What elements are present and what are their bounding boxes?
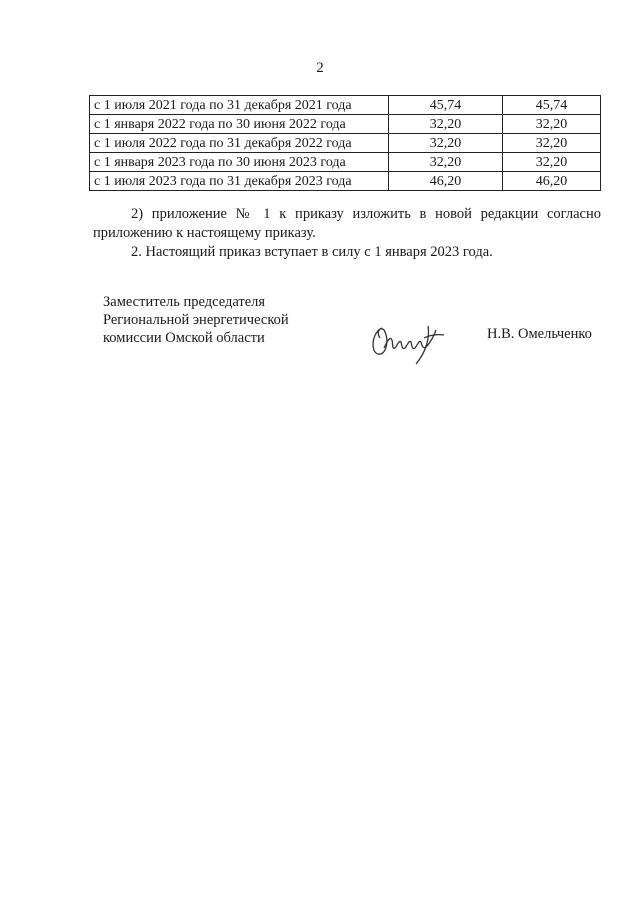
value-cell: 32,20 — [389, 153, 503, 172]
signature-icon — [368, 318, 448, 368]
value-cell: 32,20 — [389, 115, 503, 134]
paragraph-amendment: 2) приложение № 1 к приказу изложить в новой редакции согласно приложению к настоящему приказу. — [93, 206, 601, 241]
value-cell: 45,74 — [389, 96, 503, 115]
period-cell: с 1 июля 2021 года по 31 декабря 2021 года — [90, 96, 389, 115]
table-row — [90, 134, 601, 153]
value-cell: 45,74 — [503, 96, 601, 115]
value-cell: 46,20 — [389, 172, 503, 191]
value-cell: 32,20 — [389, 134, 503, 153]
value-cell: 46,20 — [503, 172, 601, 191]
period-cell: с 1 июля 2023 года по 31 декабря 2023 года — [90, 172, 389, 191]
value-cell: 32,20 — [503, 115, 601, 134]
value-cell: 32,20 — [503, 134, 601, 153]
table-row — [90, 153, 601, 172]
page-number: 2 — [316, 60, 324, 76]
signer-title-line: комиссии Омской области — [103, 330, 265, 346]
handwritten-signature — [368, 318, 448, 368]
tariff-table — [89, 95, 601, 191]
period-cell: с 1 января 2023 года по 30 июня 2023 года — [90, 153, 389, 172]
period-cell: с 1 июля 2022 года по 31 декабря 2022 года — [90, 134, 389, 153]
paragraph-effective-date: 2. Настоящий приказ вступает в силу с 1 января 2023 года. — [131, 244, 493, 260]
table-row — [90, 115, 601, 134]
signer-title — [103, 293, 289, 347]
period-cell: с 1 января 2022 года по 30 июня 2022 года — [90, 115, 389, 134]
value-cell: 32,20 — [503, 153, 601, 172]
signer-title-line: Заместитель председателя — [103, 294, 266, 310]
signer-title-line: Региональной энергетической — [103, 312, 289, 328]
table-row — [90, 96, 601, 115]
signer-name: Н.В. Омельченко — [487, 326, 592, 342]
table-row — [90, 172, 601, 191]
